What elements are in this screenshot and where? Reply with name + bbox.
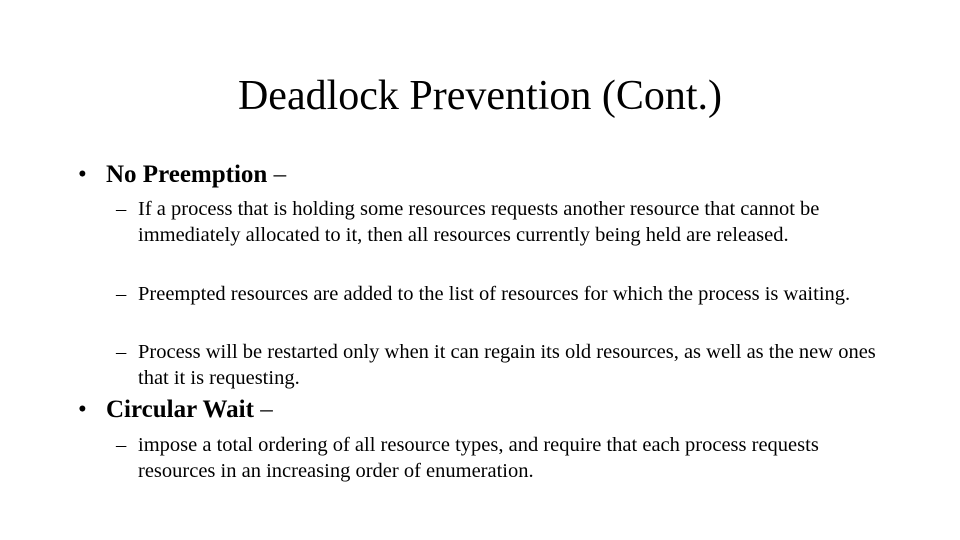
sub-item-text: Process will be restarted only when it can regain its old resources, as well as the new ones that it is requesting. — [138, 341, 876, 389]
dash-marker: – — [116, 341, 127, 363]
sub-item — [116, 281, 896, 307]
sub-item-text: If a process that is holding some resources requests another resource that cannot be immediately allocated to it, then all resources currently being held are released. — [138, 198, 820, 246]
dash-marker: – — [116, 434, 127, 456]
sub-item — [116, 196, 896, 248]
bullet-suffix: – — [267, 161, 287, 188]
bullet-no-preemption — [78, 160, 286, 190]
sub-item — [116, 432, 896, 484]
bullet-suffix: – — [253, 396, 273, 423]
bullet-circular-wait — [78, 395, 273, 425]
bullet-marker: • — [78, 396, 87, 423]
sub-item — [116, 339, 896, 391]
sub-item-text: Preempted resources are added to the list of resources for which the process is waiting. — [138, 283, 851, 305]
slide-title: Deadlock Prevention (Cont.) — [237, 73, 723, 119]
bullet-heading: No Preemption — [106, 161, 268, 188]
dash-marker: – — [116, 198, 127, 220]
sub-item-text: impose a total ordering of all resource types, and require that each process requests resources in an increasing order of enumeration. — [138, 434, 819, 482]
dash-marker: – — [116, 283, 127, 305]
bullet-marker: • — [78, 161, 87, 188]
bullet-heading: Circular Wait — [106, 396, 254, 423]
